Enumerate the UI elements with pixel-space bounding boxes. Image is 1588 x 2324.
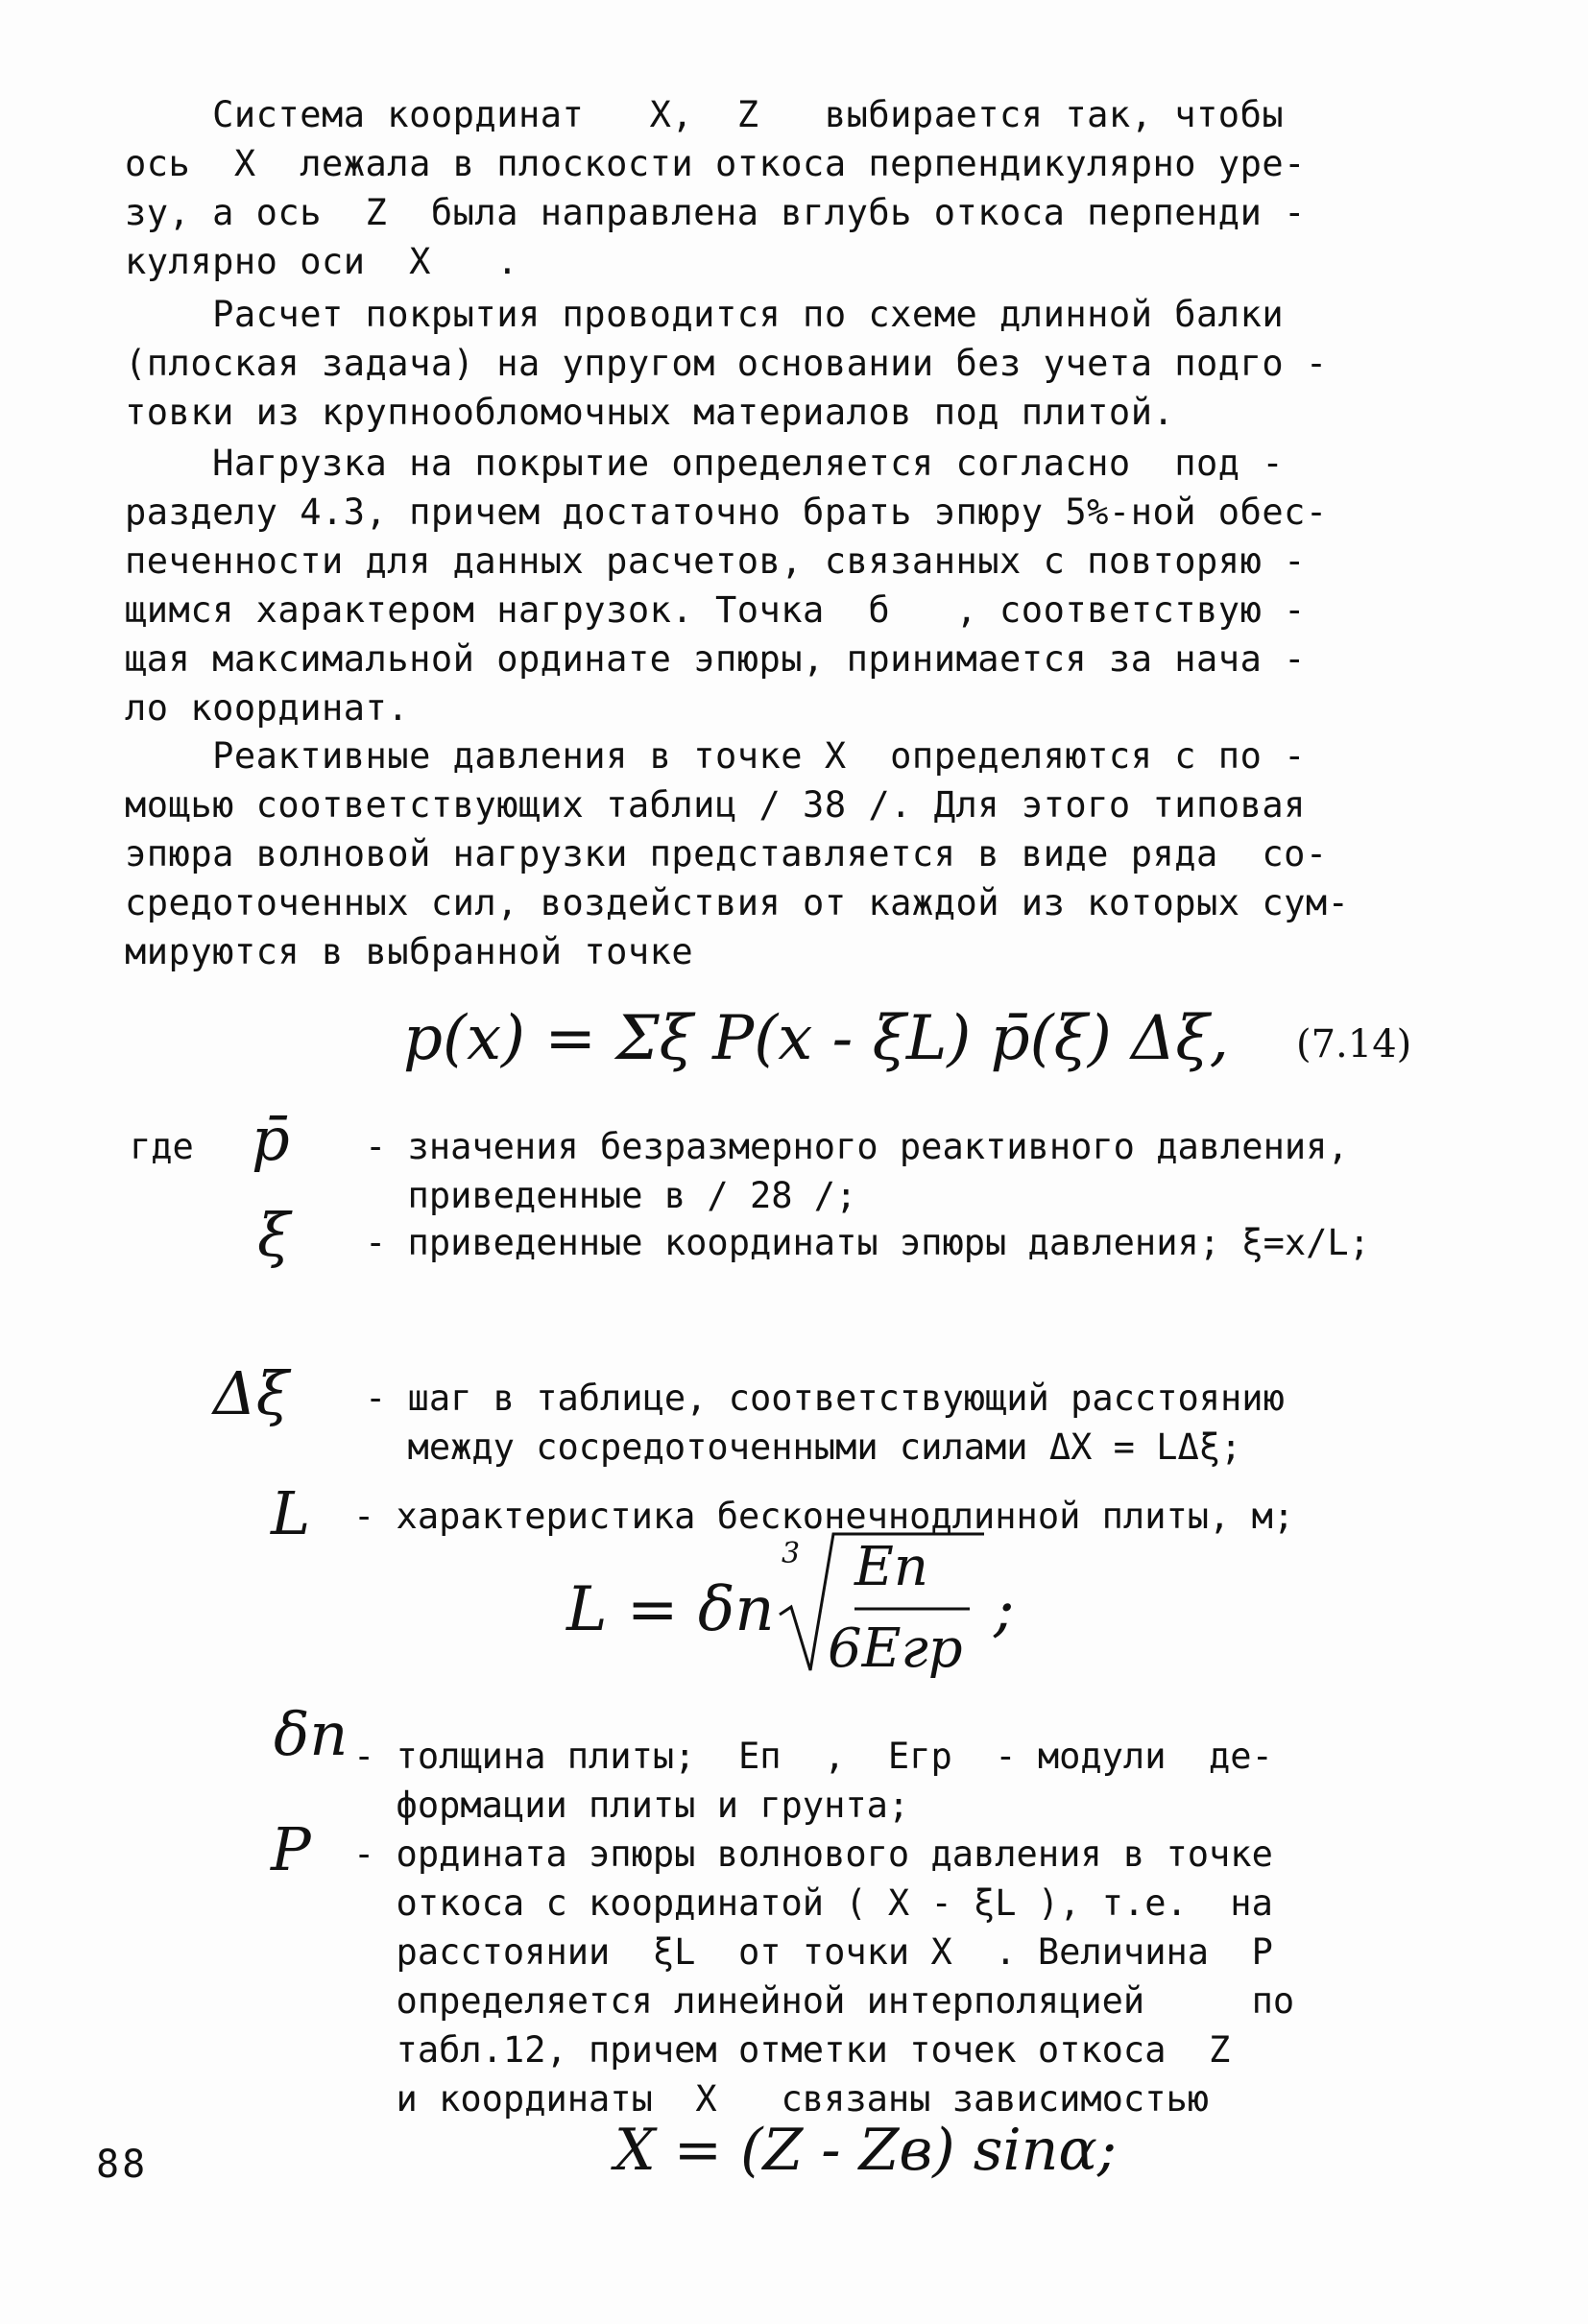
definition-line: расстоянии ξL от точки X . Величина P [353, 1931, 1273, 1973]
text-line: эпюра волновой нагрузки представляется в виде ряда со- [125, 833, 1328, 874]
text-line: мируются в выбранной точке [125, 931, 694, 972]
equation-number: (7.14) [1296, 1022, 1412, 1066]
definition-line: табл.12, причем отметки точек откоса Z [353, 2029, 1231, 2071]
symbol-xi: ξ [257, 1200, 291, 1270]
text-line: ось Х лежала в плоскости откоса перпендикулярно уре- [125, 143, 1306, 184]
text-line: средоточенных сил, воздействия от каждой из которых сум- [125, 882, 1350, 923]
formula-L-lhs: L = δп [566, 1574, 775, 1645]
text-line: кулярно оси Х . [125, 241, 518, 282]
definition-line: откоса с координатой ( X - ξL ), т.е. на [353, 1882, 1273, 1924]
formula-L-numerator: Eп [854, 1536, 928, 1598]
definition-line: - значения безразмерного реактивного давления, [365, 1126, 1349, 1167]
text-line: Реактивные давления в точке Х определяются с по - [125, 735, 1306, 777]
text-line: Система координат Х, Z выбирается так, чтобы [125, 94, 1285, 135]
text-line: щимся характером нагрузок. Точка б , соответствую - [125, 589, 1306, 631]
page-number: 88 [96, 2143, 149, 2187]
symbol-L: L [271, 1478, 311, 1548]
symbol-P: P [271, 1814, 311, 1884]
symbol-delta-xi: Δξ [213, 1358, 289, 1428]
text-line: мощью соответствующих таблиц / 38 /. Для этого типовая [125, 784, 1306, 826]
root-index: 3 [782, 1537, 801, 1570]
formula-L-denominator: 6Eгр [828, 1617, 963, 1680]
text-line: щая максимальной ординате эпюры, принимается за нача - [125, 638, 1306, 680]
definition-line: - толщина плиты; Eп , Eгр - модули де- [353, 1736, 1273, 1777]
definition-line: приведенные в / 28 /; [365, 1175, 857, 1216]
formula-L-tail: ; [994, 1574, 1015, 1645]
definition-line: между сосредоточенными силами ΔX = LΔξ; [365, 1426, 1242, 1468]
definition-line: - шаг в таблице, соответствующий расстоянию [365, 1378, 1285, 1419]
text-line: (плоская задача) на упругом основании без учета подго - [125, 343, 1328, 384]
definition-line: - характеристика бесконечнодлинной плиты, м; [353, 1496, 1295, 1537]
definition-line: - приведенные координаты эпюры давления; ξ=x/L; [365, 1222, 1370, 1263]
definition-line: - ордината эпюры волнового давления в точке [353, 1833, 1273, 1875]
definition-line: определяется линейной интерполяцией по [353, 1980, 1295, 2022]
symbol-delta-n: δп [274, 1699, 349, 1769]
text-line: зу, а ось Z была направлена вглубь откоса перпенди - [125, 192, 1306, 233]
text-line: Расчет покрытия проводится по схеме длинной балки [125, 294, 1285, 335]
definition-line: формации плиты и грунта; [353, 1785, 910, 1826]
definition-line: и координаты X связаны зависимостью [353, 2078, 1210, 2120]
formula-main: p(x) = Σξ P(x - ξL) p̄(ξ) Δξ, [403, 1003, 1229, 1074]
symbol-pbar: p̄ [252, 1104, 290, 1174]
text-line: Нагрузка на покрытие определяется согласно под - [125, 443, 1285, 484]
text-line: товки из крупнообломочных материалов под плитой. [125, 392, 1175, 433]
formula-x-relation: X = (Z - Zв) sinα; [614, 2117, 1118, 2184]
text-line: печенности для данных расчетов, связанных с повторяю - [125, 540, 1306, 582]
text-line: разделу 4.3, причем достаточно брать эпюру 5%-ной обес- [125, 491, 1328, 533]
text-line: ло координат. [125, 687, 410, 729]
where-label: где [130, 1126, 194, 1167]
